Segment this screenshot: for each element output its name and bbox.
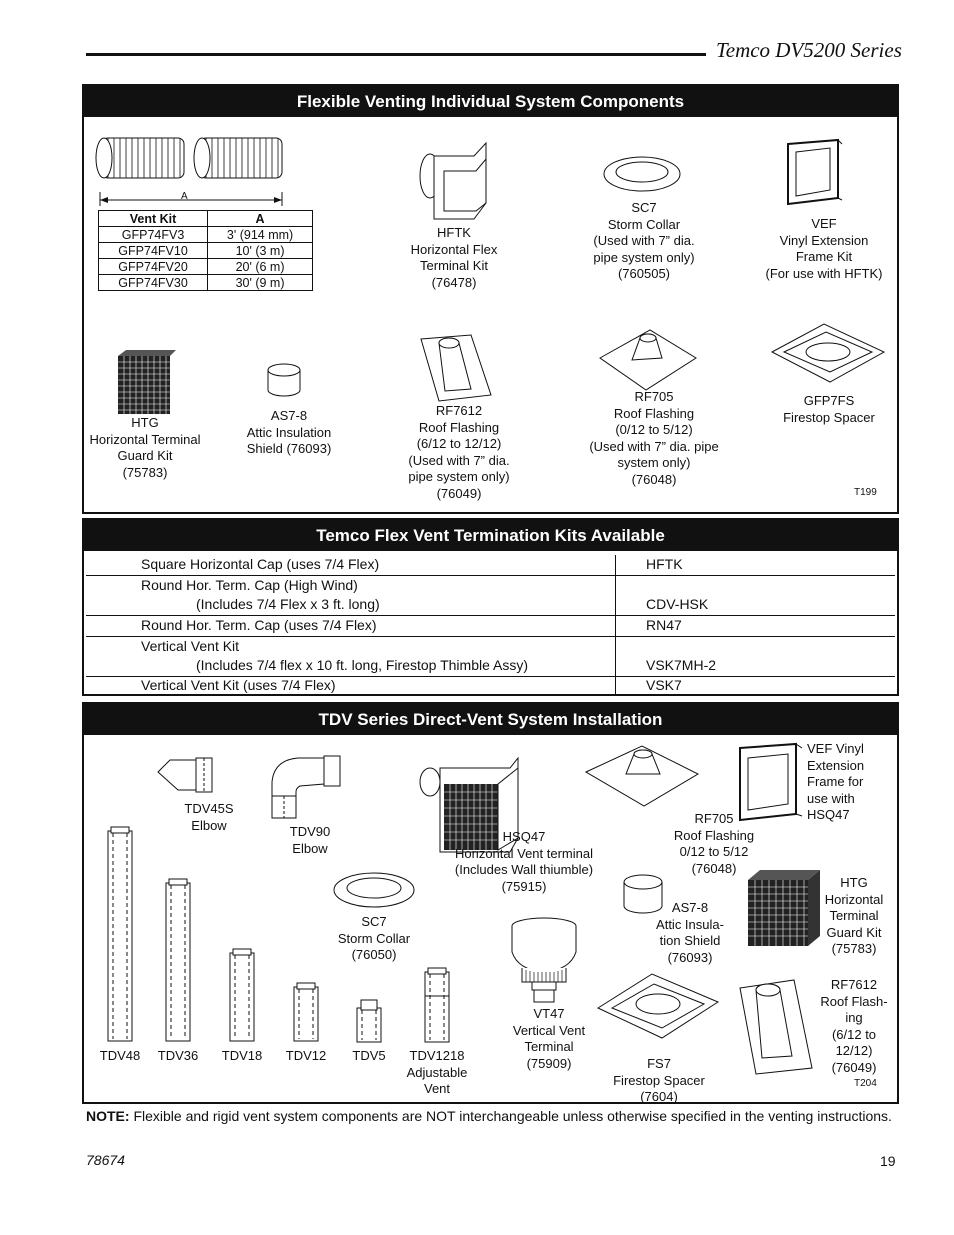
vent-kit-table — [98, 210, 313, 291]
tdv12-label: TDV12 — [285, 1048, 327, 1063]
section-flexible-venting-title: Flexible Venting Individual System Components — [84, 86, 897, 117]
htg-caption — [818, 875, 890, 958]
caption-line: HFTK — [437, 225, 471, 240]
table-header-row — [99, 211, 313, 227]
tdv90-caption — [260, 824, 360, 857]
caption-line: (76048) — [631, 471, 677, 487]
kit-row — [86, 576, 895, 616]
tdv48-pipe-illustration — [106, 827, 134, 1043]
caption-line: FS7 — [647, 1056, 671, 1071]
caption-line: TDV45S — [184, 801, 234, 816]
caption-line: Frame for — [807, 774, 864, 789]
caption-line: Extension — [807, 757, 865, 773]
as78-caption — [234, 408, 344, 458]
table-cell: 3' (914 mm) — [208, 227, 313, 243]
tdv1218-caption — [397, 1048, 477, 1098]
caption-line: (Includes Wall thiumble) — [454, 862, 594, 877]
caption-line: (76049) — [436, 485, 482, 501]
kit-description: Round Hor. Term. Cap (High Wind) — [141, 577, 358, 593]
kit-row — [86, 616, 895, 637]
caption-line: (Used with 7” dia. — [408, 452, 510, 468]
caption-line: (0/12 to 5/12) — [615, 422, 693, 437]
rf7612-caption — [389, 403, 529, 502]
tdv18-label: TDV18 — [221, 1048, 263, 1063]
table-row — [99, 243, 313, 259]
rf7612-caption — [814, 977, 894, 1076]
tdv36-pipe-illustration — [164, 879, 192, 1043]
caption-line: Horizontal Vent terminal — [454, 845, 593, 861]
kit-description: Round Hor. Term. Cap (uses 7/4 Flex) — [141, 617, 377, 633]
caption-line: TDV90 — [289, 824, 331, 839]
caption-line: (76048) — [691, 860, 737, 876]
caption-line: HSQ47 — [502, 829, 546, 844]
rf705-caption — [574, 389, 734, 488]
caption-line: Guard Kit — [826, 924, 882, 940]
section-termination-kits — [82, 518, 899, 696]
storm-collar-illustration — [332, 870, 416, 910]
caption-line: Vertical Vent — [512, 1022, 586, 1038]
page-number: 19 — [880, 1153, 896, 1169]
caption-line: Guard Kit — [117, 448, 173, 463]
tdv1218-pipe-illustration — [423, 968, 451, 1044]
kit-row — [86, 555, 895, 576]
caption-line: Shield (76093) — [246, 441, 332, 456]
vef-illustration — [786, 138, 846, 208]
caption-line: AS7-8 — [270, 408, 308, 423]
kit-description: Vertical Vent Kit — [141, 638, 240, 654]
tdv45s-elbow-illustration — [156, 754, 216, 798]
caption-line: Attic Insula- — [656, 916, 724, 932]
table-cell: GFP74FV20 — [99, 259, 208, 275]
caption-line: RF705 — [694, 811, 734, 826]
htg-illustration — [116, 348, 178, 416]
caption-line: (76478) — [431, 274, 477, 290]
hsq47-caption — [429, 829, 619, 895]
caption-line: RF7612 — [830, 977, 878, 992]
note-text: Flexible and rigid vent system components are NOT interchangeable unless otherwise specified in the venting instructions. — [129, 1108, 892, 1124]
note-label: NOTE: — [86, 1108, 130, 1124]
caption-line: Horizontal Terminal — [89, 431, 201, 447]
caption-line: use with — [807, 790, 855, 806]
table-row — [99, 275, 313, 291]
kit-subdescription: (Includes 7/4 flex x 10 ft. long, Firestop Thimble Assy) — [196, 657, 529, 673]
caption-line: Storm Collar — [607, 216, 681, 232]
tdv12-pipe-illustration — [292, 983, 320, 1043]
table-cell: 30' (9 m) — [208, 275, 313, 291]
caption-line: Firestop Spacer — [613, 1072, 705, 1088]
table-cell: GFP74FV10 — [99, 243, 208, 259]
table-header: A — [208, 211, 313, 227]
caption-line: (Used with 7” dia. — [593, 233, 695, 248]
section-tdv-installation — [82, 702, 899, 1104]
table-row — [99, 259, 313, 275]
tdv18-pipe-illustration — [228, 949, 256, 1043]
caption-line: (7604) — [640, 1089, 678, 1104]
caption-line: (76093) — [667, 949, 713, 965]
kit-row — [86, 677, 895, 694]
caption-line: (For use with HFTK) — [765, 265, 883, 281]
caption-line: Roof Flash- — [820, 993, 888, 1009]
table-row — [99, 227, 313, 243]
caption-line: (76050) — [351, 947, 397, 962]
caption-line: (6/12 to — [831, 1026, 877, 1042]
caption-line: HTG — [131, 415, 159, 430]
firestop-spacer-illustration — [770, 322, 888, 386]
caption-line: RF705 — [634, 389, 674, 404]
caption-line: tion Shield — [659, 933, 721, 948]
caption-line: (6/12 to 12/12) — [416, 436, 502, 451]
caption-line: Horizontal Flex — [410, 241, 498, 257]
caption-line: HSQ47 — [807, 807, 850, 822]
section-termination-kits-title: Temco Flex Vent Termination Kits Available — [84, 520, 897, 551]
caption-line: Storm Collar — [337, 930, 411, 946]
figure-code: T199 — [854, 487, 877, 498]
caption-line: Elbow — [292, 840, 328, 856]
tdv48-label: TDV48 — [99, 1048, 141, 1063]
caption-line: Roof Flashing — [613, 405, 695, 421]
caption-line: Firestop Spacer — [783, 409, 875, 425]
sc7-caption — [324, 914, 424, 964]
kit-part-number: CDV-HSK — [646, 596, 709, 612]
caption-line: Frame Kit — [795, 249, 853, 264]
caption-line: Adjustable — [406, 1064, 468, 1080]
caption-line: (76049) — [831, 1059, 877, 1075]
rf7612-illustration — [736, 976, 816, 1076]
caption-line: Vinyl Extension — [779, 232, 869, 248]
table-cell: GFP74FV30 — [99, 275, 208, 291]
kit-part-number: VSK7MH-2 — [646, 657, 717, 673]
table-cell: 10' (3 m) — [208, 243, 313, 259]
rf7612-illustration — [417, 333, 497, 403]
caption-line: RF7612 — [435, 403, 483, 418]
caption-line: AS7-8 — [671, 900, 709, 915]
caption-line: Elbow — [191, 817, 227, 833]
kit-part-number: HFTK — [646, 556, 683, 572]
attic-shield-illustration — [266, 362, 302, 398]
kit-description: Vertical Vent Kit (uses 7/4 Flex) — [141, 677, 336, 693]
dimension-label: A — [181, 191, 188, 202]
kit-row — [86, 637, 895, 677]
kit-part-number: RN47 — [646, 617, 682, 633]
vt47-illustration — [508, 916, 580, 1006]
caption-line: (75783) — [122, 464, 168, 480]
header-rule — [86, 53, 706, 56]
table-cell: GFP74FV3 — [99, 227, 208, 243]
tdv5-label: TDV5 — [352, 1048, 386, 1063]
as78-caption — [640, 900, 740, 966]
caption-line: Attic Insulation — [246, 424, 332, 440]
table-header: Vent Kit — [99, 211, 208, 227]
kit-part-number: VSK7 — [646, 677, 682, 693]
caption-line: system only) — [617, 455, 691, 470]
caption-line: (Used with 7” dia. pipe — [589, 438, 719, 454]
caption-line: Vent — [423, 1081, 451, 1096]
caption-line: 0/12 to 5/12 — [679, 844, 749, 859]
tdv90-elbow-illustration — [268, 752, 344, 822]
caption-line: VEF Vinyl — [807, 741, 864, 756]
caption-line: Terminal — [524, 1039, 574, 1054]
gfp7fs-caption — [769, 393, 889, 426]
caption-line: Terminal — [829, 908, 879, 923]
rf705-illustration — [598, 328, 698, 394]
caption-line: SC7 — [631, 200, 657, 215]
caption-line: (75909) — [526, 1055, 572, 1071]
htg-caption — [80, 415, 210, 481]
hftk-caption — [389, 225, 519, 291]
caption-line: 12/12) — [835, 1043, 873, 1058]
header-title: Temco DV5200 Series — [716, 38, 902, 62]
caption-line: Roof Flashing — [418, 419, 500, 435]
caption-line: pipe system only) — [593, 249, 695, 265]
flex-pipe-illustration — [92, 134, 292, 214]
section-flexible-venting — [82, 84, 899, 514]
caption-line: HTG — [840, 875, 868, 890]
kit-description: Square Horizontal Cap (uses 7/4 Flex) — [141, 556, 380, 572]
caption-line: GFP7FS — [803, 393, 855, 408]
caption-line: pipe system only) — [408, 469, 510, 484]
caption-line: Horizontal — [824, 891, 884, 907]
hftk-illustration — [414, 141, 494, 226]
vef-caption — [754, 216, 894, 282]
tdv36-label: TDV36 — [157, 1048, 199, 1063]
caption-line: ing — [845, 1010, 863, 1025]
vef-illustration — [738, 742, 808, 822]
tdv45s-caption — [159, 801, 259, 834]
caption-line: Roof Flashing — [673, 827, 755, 843]
vef-caption — [807, 741, 887, 824]
firestop-spacer-illustration — [596, 972, 722, 1042]
htg-illustration — [746, 868, 826, 948]
sc7-caption — [574, 200, 714, 283]
caption-line: SC7 — [361, 914, 387, 929]
storm-collar-illustration — [602, 154, 682, 194]
vt47-caption — [494, 1006, 604, 1072]
note-paragraph — [86, 1107, 901, 1125]
rf705-illustration — [584, 744, 700, 808]
kit-subdescription: (Includes 7/4 Flex x 3 ft. long) — [196, 596, 380, 612]
caption-line: (760505) — [617, 266, 671, 281]
caption-line: (75783) — [831, 941, 877, 956]
caption-line: Terminal Kit — [420, 258, 488, 273]
figure-code: T204 — [854, 1078, 877, 1089]
caption-line: VEF — [811, 216, 837, 231]
caption-line: VT47 — [533, 1006, 565, 1021]
caption-line: TDV1218 — [409, 1048, 465, 1063]
document-number: 78674 — [86, 1152, 125, 1168]
section-tdv-installation-title: TDV Series Direct-Vent System Installation — [84, 704, 897, 735]
tdv5-pipe-illustration — [355, 1000, 383, 1044]
fs7-caption — [599, 1056, 719, 1106]
table-cell: 20' (6 m) — [208, 259, 313, 275]
caption-line: (75915) — [501, 878, 547, 894]
